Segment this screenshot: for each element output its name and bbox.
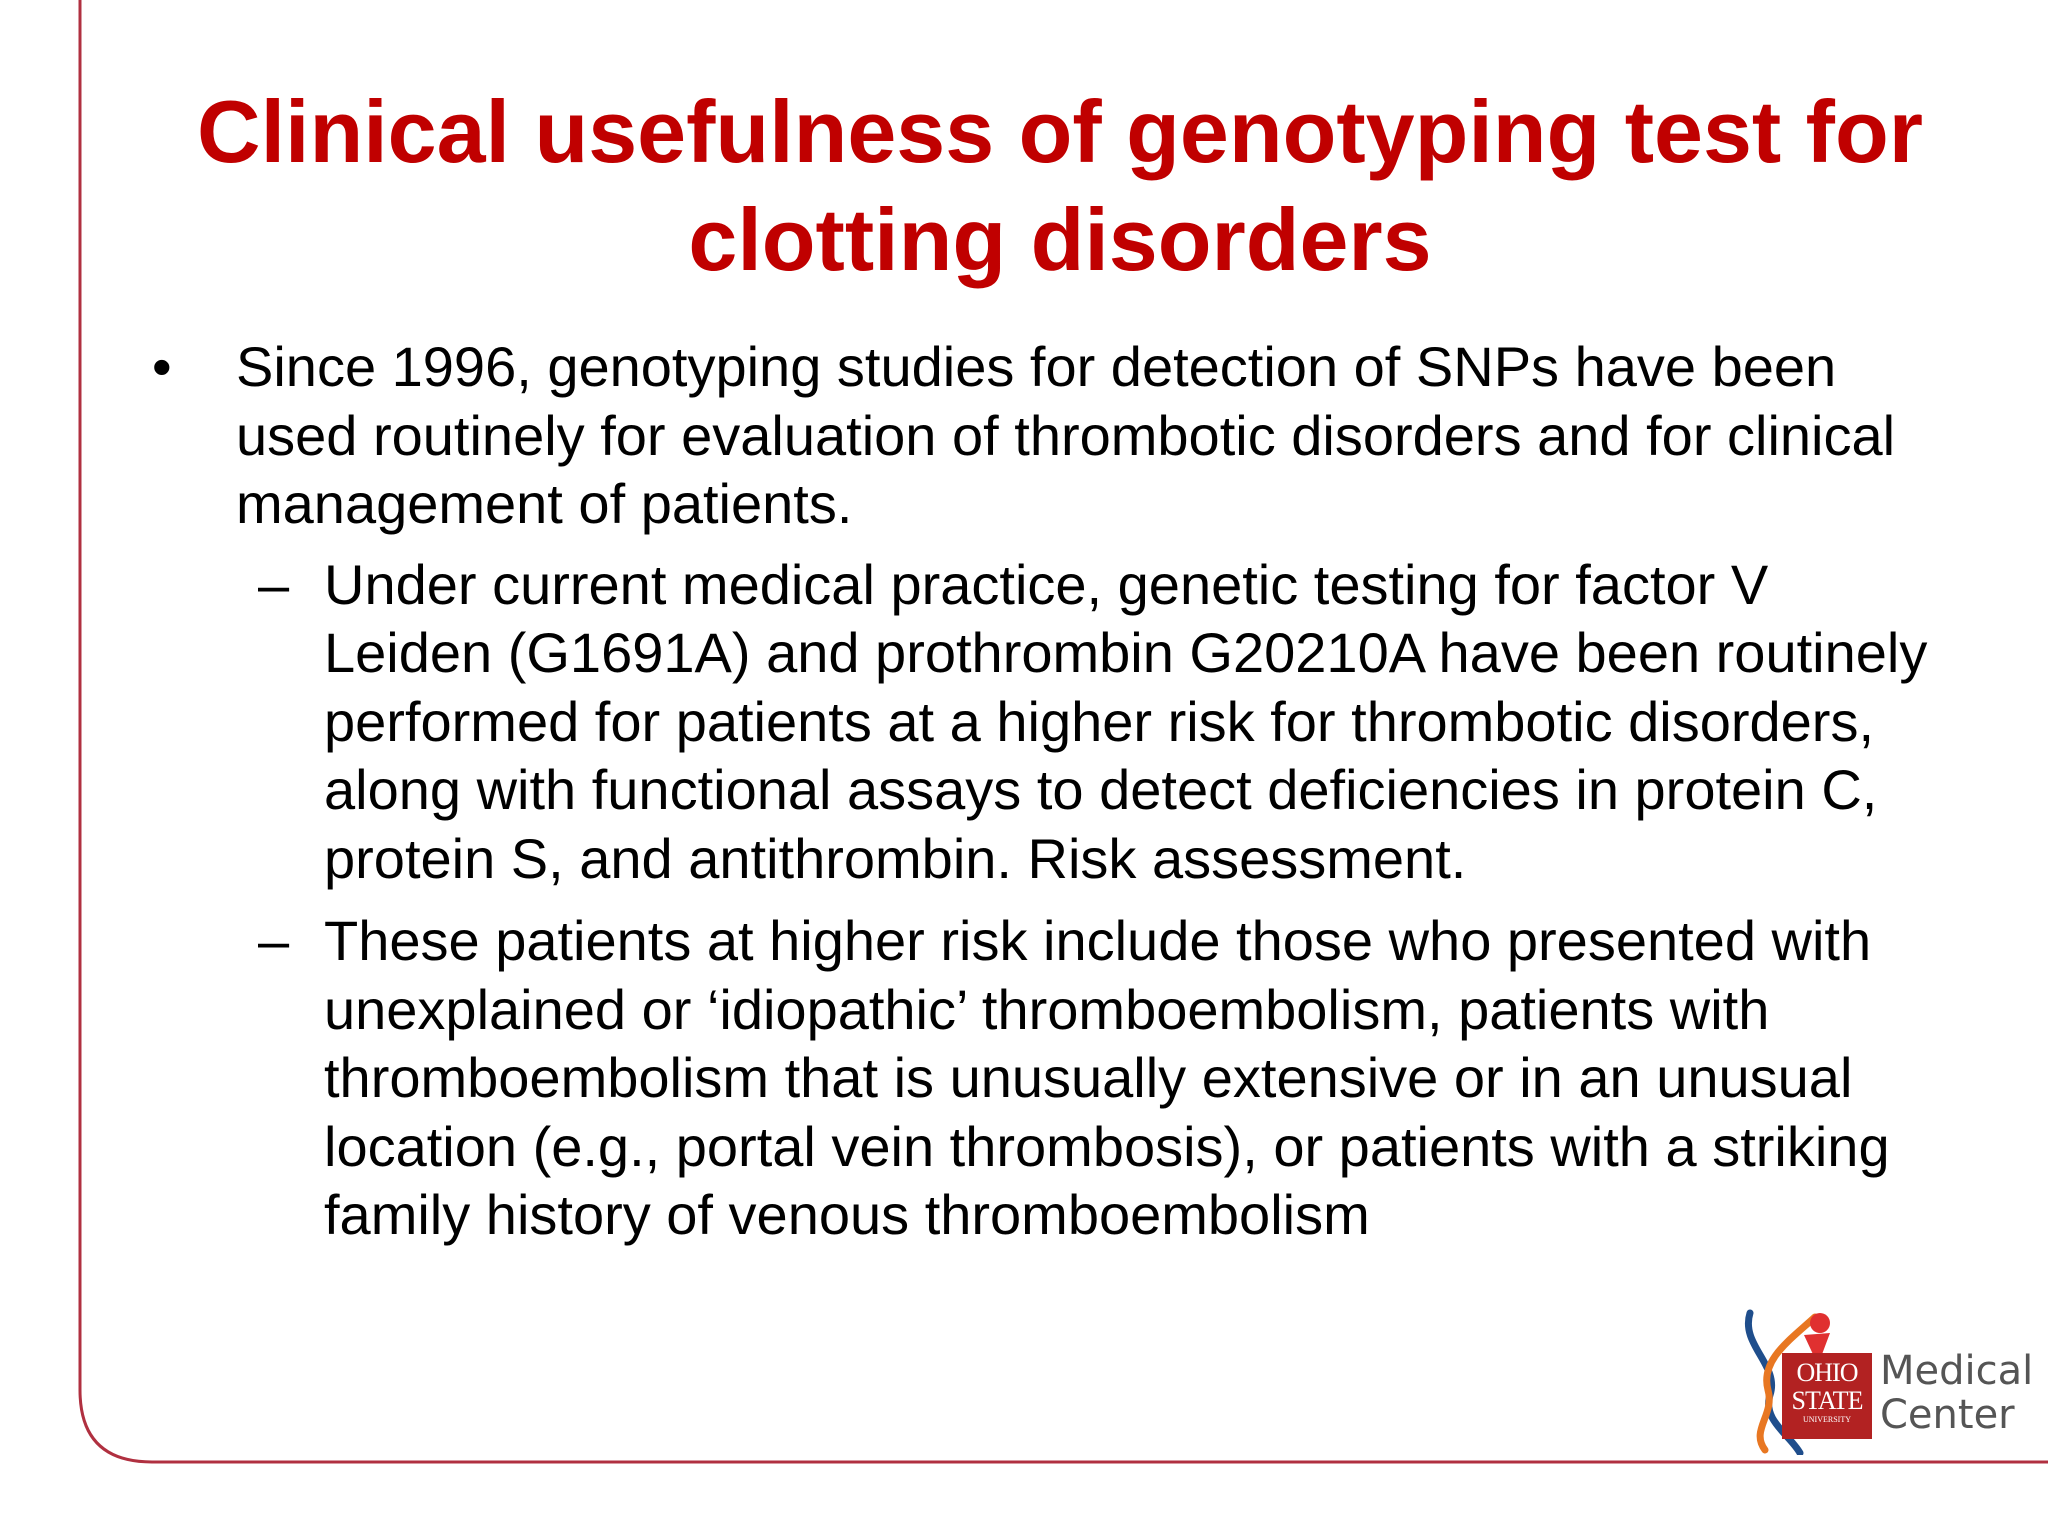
logo-name-line-2: Center: [1880, 1392, 2015, 1438]
ohio-state-badge: [1782, 1353, 1872, 1439]
sub-bullet-marker: –: [258, 552, 290, 616]
sub-bullet-marker: –: [258, 909, 290, 972]
medical-center-logo: [1720, 1305, 2034, 1455]
sub-bullet-text: Under current medical practice, genetic testing for factor V Leiden (G1691A) and prothrombin G20210A have been routinely performed for patients at a higher risk for thrombotic disorders, along with functional assays to detect deficiencies in protein C, protein S, and antithrombin. Risk assessment.: [324, 552, 1928, 890]
badge-line-2: STATE: [1791, 1386, 1863, 1415]
bullet-item: [150, 333, 1950, 539]
logo-text: [1880, 1349, 2033, 1437]
slide-body: [150, 333, 1950, 1264]
sub-bullet-item: [150, 551, 1950, 894]
logo-name-line-1: Medical: [1880, 1348, 2034, 1394]
bullet-text: Since 1996, genotyping studies for detection of SNPs have been used routinely for evaluation of thrombotic disorders and for clinical management of patients.: [236, 335, 1896, 535]
sub-bullet-item: [150, 907, 1950, 1250]
badge-line-3: UNIVERSITY: [1803, 1415, 1851, 1424]
sub-bullet-text: These patients at higher risk include those who presented with unexplained or ‘idiopathic’ thromboembolism, patients with thromboembolism that is unusually extensive or in an unusual location (e.g., portal vein thrombosis), or patients with a striking family history of venous thromboembolism: [324, 909, 1890, 1246]
bullet-marker: •: [152, 335, 172, 398]
slide-title: Clinical usefulness of genotyping test for clotting disorders: [197, 82, 1923, 289]
badge-line-1: OHIO: [1796, 1358, 1858, 1387]
